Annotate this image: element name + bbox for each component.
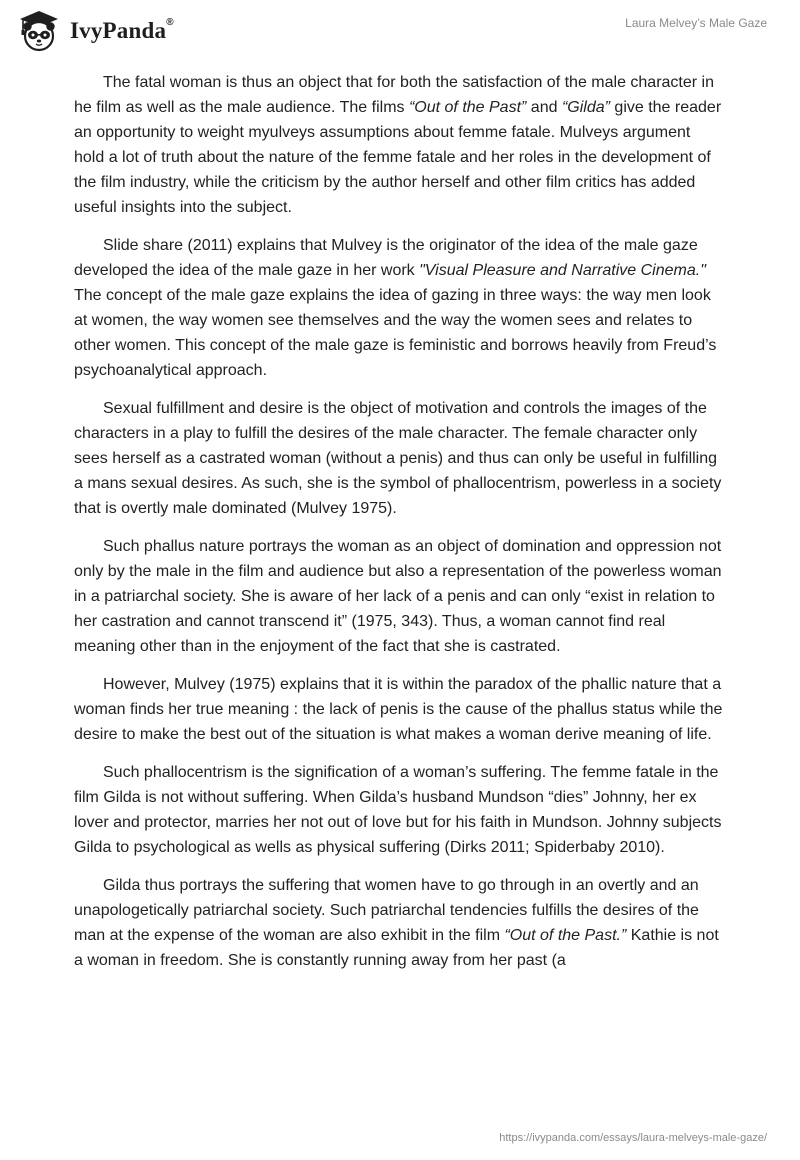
essay-body: [74, 70, 724, 986]
paragraph-text: Such phallus nature portrays the woman as an object of domination and oppression not only by the male in the film and audience but also a representation of the powerless woman in a patriarchal society. She is aware of her lack of a penis and can only “exist in relation to her castration and cannot transcend it” (1975, 343). Thus, a woman cannot find real meaning other than in the enjoyment of the fact that she is castrated.: [74, 538, 722, 655]
essay-paragraph: [74, 873, 724, 973]
paragraph-text: and: [526, 99, 562, 116]
source-url[interactable]: https://ivypanda.com/essays/laura-melveys-male-gaze/: [499, 1132, 767, 1144]
italic-title: "Visual Pleasure and Narrative Cinema.": [419, 262, 706, 279]
essay-paragraph: [74, 534, 724, 659]
essay-paragraph: [74, 233, 724, 383]
paragraph-text: Slide share (2011) explains that Mulvey is the originator of the idea of the male gaze developed the idea of the male gaze in her work: [74, 237, 698, 279]
italic-title: “Out of the Past”: [408, 99, 527, 116]
paragraph-text: Gilda thus portrays the suffering that women have to go through in an overtly and an unapologetically patriarchal society. Such patriarchal tendencies fulfills the desires of the man at the expense of the woman are also exhibit in the film: [74, 877, 699, 944]
paragraph-text: give the reader an opportunity to weight myulveys assumptions about femme fatale. Mulveys argument hold a lot of truth about the nature of the femme fatale and her roles in the development of the film industry, while the criticism by the author herself and other film critics has added useful insights into the subject.: [74, 99, 722, 216]
page-header: [0, 0, 800, 60]
brand-name: IvyPanda®: [70, 17, 174, 43]
paragraph-text: Sexual fulfillment and desire is the object of motivation and controls the images of the characters in a play to fulfill the desires of the male character. The female character only sees herself as a castrated woman (without a penis) and thus can only be useful in fulfilling a mans sexual desires. As such, she is the symbol of phallocentrism, powerless in a society that is overtly male dominated (Mulvey 1975).: [74, 400, 722, 517]
document-title: Laura Melvey’s Male Gaze: [625, 16, 767, 30]
panda-graduate-icon: [14, 9, 64, 53]
essay-paragraph: [74, 672, 724, 747]
italic-title: “Gilda”: [561, 99, 610, 116]
essay-paragraph: [74, 760, 724, 860]
paragraph-text: The concept of the male gaze explains the idea of gazing in three ways: the way men look at women, the way women see themselves and the way the women sees and relates to other women. This concept of the male gaze is feministic and borrows heavily from Freud’s psychoanalytical approach.: [74, 287, 717, 379]
registered-mark: ®: [166, 17, 174, 29]
essay-paragraph: [74, 396, 724, 521]
brand-logo[interactable]: [14, 8, 174, 54]
paragraph-text: Such phallocentrism is the signification of a woman’s suffering. The femme fatale in the film Gilda is not without suffering. When Gilda’s husband Mundson “dies” Johnny, her ex lover and protector, marries her not out of love but for his faith in Mundson. Johnny subjects Gilda to psychological as wells as physical suffering (Dirks 2011; Spiderbaby 2010).: [74, 764, 722, 856]
paragraph-text: However, Mulvey (1975) explains that it is within the paradox of the phallic nature that a woman finds her true meaning : the lack of penis is the cause of the phallus status while the desire to make the best out of the situation is what makes a woman derive meaning of life.: [74, 676, 723, 743]
italic-title: “Out of the Past.”: [504, 927, 627, 944]
essay-paragraph: [74, 70, 724, 220]
paragraph-text: The fatal woman is thus an object that for both the satisfaction of the male character in he film as well as the male audience. The films: [74, 74, 714, 116]
paragraph-text: Kathie is not a woman in freedom. She is constantly running away from her past (a: [74, 927, 719, 969]
